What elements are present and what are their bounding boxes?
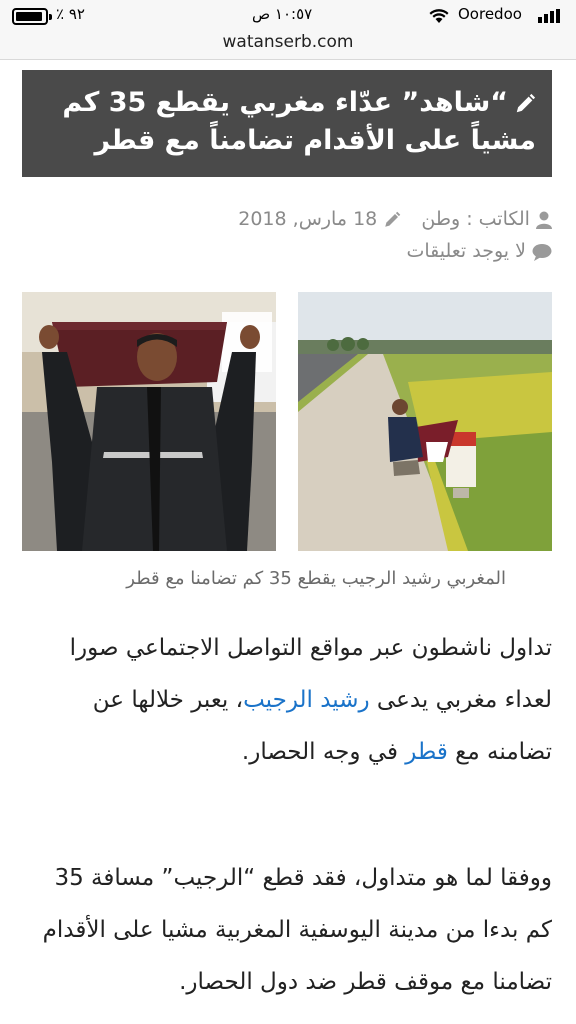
clock: ١٠:٥٧ ص xyxy=(252,5,313,23)
date-pencil-icon xyxy=(383,211,401,229)
paragraph-1-part-1: تداول ناشطون عبر مواقع التواصل الاجتماعي صورا لعداء مغربي يدعى xyxy=(69,635,552,713)
paragraph-1-part-2: ، يعبر خلالها عن تضامنه مع xyxy=(92,687,552,765)
article-title-text[interactable]: “شاهد” عدّاء مغربي يقطع 35 كم مشياً على الأقدام تضامناً مع قطر xyxy=(62,87,536,156)
article-title-box xyxy=(22,70,552,177)
paragraph-1-part-3: في وجه الحصار. xyxy=(241,739,406,765)
link-rashid-rajib[interactable]: رشيد الرجيب xyxy=(243,687,370,713)
image-caption: المغربي رشيد الرجيب يقطع 35 كم تضامنا مع قطر xyxy=(126,568,506,589)
comments-meta xyxy=(32,240,552,262)
article-photo-road-sign[interactable] xyxy=(298,292,552,551)
author-label[interactable]: الكاتب : وطن xyxy=(421,208,530,230)
pencil-icon xyxy=(514,93,536,115)
link-qatar[interactable]: قطر xyxy=(405,739,448,765)
url-text[interactable]: watanserb.com xyxy=(222,32,354,52)
article-photo-man-with-flag[interactable] xyxy=(22,292,276,551)
article-meta xyxy=(32,208,552,230)
address-bar[interactable] xyxy=(0,30,576,60)
user-icon xyxy=(536,211,552,229)
signal-icon xyxy=(538,9,564,23)
status-bar xyxy=(0,0,576,30)
comment-icon xyxy=(532,243,552,261)
article-paragraph-1 xyxy=(22,622,552,778)
battery-icon xyxy=(12,8,48,25)
battery-percent: ٪ ٩٢ xyxy=(56,5,85,23)
article-paragraph-2: ووفقا لما هو متداول، فقد قطع “الرجيب” مسافة 35 كم بدءا من مدينة اليوسفية المغربية مشيا على الأقدام تضامنا مع موقف قطر ضد دول الحصار. xyxy=(42,865,552,995)
comments-count[interactable]: لا يوجد تعليقات xyxy=(406,240,526,262)
carrier-name: Ooredoo xyxy=(458,5,522,23)
article-title[interactable] xyxy=(38,84,536,160)
publish-date: 18 مارس, 2018 xyxy=(238,208,378,230)
wifi-icon xyxy=(428,6,450,24)
